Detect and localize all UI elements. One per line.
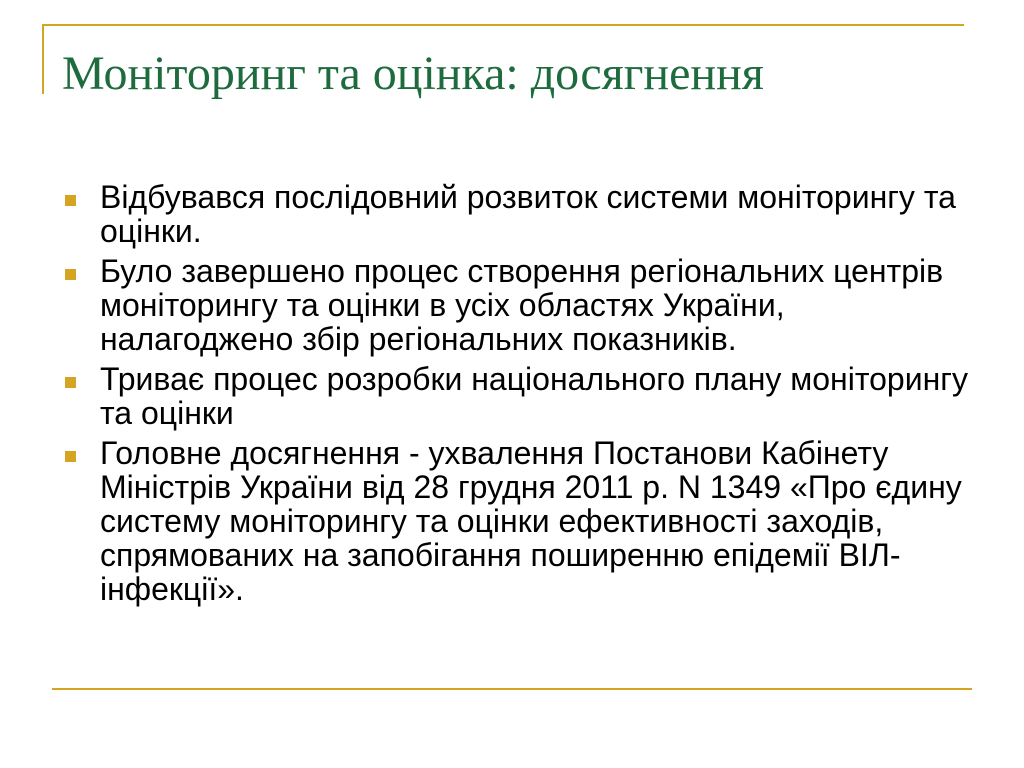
bottom-rule: [52, 688, 972, 690]
square-bullet-icon: [65, 195, 76, 206]
square-bullet-icon: [65, 377, 76, 388]
bullet-item: [100, 362, 980, 430]
top-rule: [42, 24, 964, 26]
bullet-text: Було завершено процес створення регіональних центрів моніторингу та оцінки в усіх областях України, налагоджено збір регіональних показників.: [100, 253, 944, 357]
square-bullet-icon: [65, 451, 76, 462]
bullet-text: Головне досягнення - ухвалення Постанови Кабінету Міністрів України від 28 грудня 2011 р. N 1349 «Про єдину систему моніторингу та оцінки ефективності заходів, спрямованих на запобігання поширенню епідемії ВІЛ-інфекції».: [100, 435, 962, 607]
square-bullet-icon: [65, 269, 76, 280]
left-rule: [42, 24, 44, 94]
slide-title: Моніторинг та оцінка: досягнення: [62, 47, 764, 100]
bullet-text: Триває процес розробки національного плану моніторингу та оцінки: [100, 361, 968, 431]
bullet-item: [100, 436, 980, 606]
bullet-item: [100, 180, 980, 248]
bullet-text: Відбувався послідовний розвиток системи моніторингу та оцінки.: [100, 179, 956, 249]
bullet-item: [100, 254, 980, 356]
bullet-list: [100, 180, 980, 612]
